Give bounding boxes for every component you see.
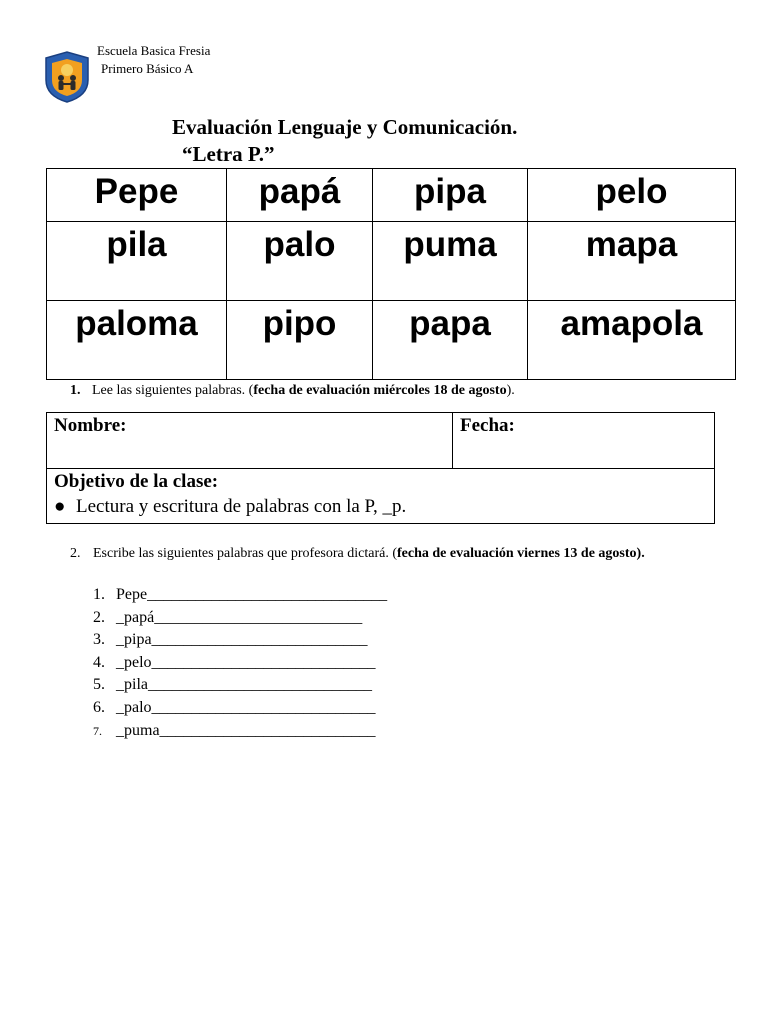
item-number: 6. <box>93 698 105 716</box>
answer-line[interactable]: ____________________________ <box>151 653 376 671</box>
word-cell: papa <box>373 301 528 380</box>
dictation-item[interactable] <box>93 607 387 630</box>
word-cell: papá <box>227 169 373 222</box>
question-date: fecha de evaluación miércoles 18 de agosto <box>253 383 507 398</box>
question-closing: ). <box>636 546 645 561</box>
objective-label: Objetivo de la clase: <box>54 471 219 492</box>
dictation-item[interactable] <box>93 629 387 652</box>
school-name: Escuela Basica Fresia <box>97 43 211 58</box>
page-title: Evaluación Lenguaje y Comunicación. <box>172 115 518 139</box>
dictation-list <box>93 584 387 742</box>
item-word: _puma <box>116 721 160 739</box>
name-field[interactable] <box>47 413 453 469</box>
item-word: Pepe <box>116 586 148 603</box>
student-info-table <box>46 412 715 524</box>
question-number: 2. <box>70 546 81 561</box>
word-cell: pila <box>47 222 227 301</box>
answer-line[interactable]: __________________________ <box>154 608 363 626</box>
dictation-item[interactable] <box>93 652 387 675</box>
word-cell: puma <box>373 222 528 301</box>
item-word: _palo <box>116 698 152 716</box>
item-word: _pila <box>116 676 148 694</box>
item-number: 7. <box>93 723 102 738</box>
question-number: 1. <box>70 383 81 398</box>
item-number: 1. <box>93 586 105 603</box>
date-label: Fecha: <box>460 415 515 436</box>
answer-line[interactable]: ___________________________ <box>151 631 368 649</box>
question-text: Lee las siguientes palabras. ( <box>92 383 254 398</box>
word-row <box>47 301 736 380</box>
word-cell: Pepe <box>47 169 227 222</box>
item-number: 5. <box>93 676 105 694</box>
school-crest-logo <box>44 50 90 104</box>
grade-label: Primero Básico A <box>101 61 194 76</box>
objective-cell <box>47 469 715 524</box>
answer-line[interactable]: ______________________________ <box>147 586 388 603</box>
question-date: fecha de evaluación viernes 13 de agosto <box>397 546 637 561</box>
word-row <box>47 222 736 301</box>
question-text: Escribe las siguientes palabras que profesora dictará. ( <box>93 546 397 561</box>
item-word: _pipa <box>116 631 152 649</box>
item-word: _papá <box>116 608 155 626</box>
word-cell: palo <box>227 222 373 301</box>
page-subtitle: “Letra P.” <box>182 142 275 166</box>
word-row <box>47 169 736 222</box>
item-word: _pelo <box>116 653 152 671</box>
word-cell: mapa <box>528 222 736 301</box>
objective-text: Lectura y escritura de palabras con la P, _p. <box>76 496 407 517</box>
bullet-icon: ● <box>54 496 66 517</box>
item-number: 2. <box>93 608 105 626</box>
answer-line[interactable]: ____________________________ <box>151 698 376 716</box>
dictation-item[interactable] <box>93 720 387 743</box>
name-label: Nombre: <box>54 415 127 436</box>
objective-item <box>54 496 707 518</box>
question-closing: ). <box>506 383 515 398</box>
dictation-item[interactable] <box>93 674 387 697</box>
dictation-item[interactable] <box>93 584 387 607</box>
word-cell: pipo <box>227 301 373 380</box>
question-1 <box>70 383 515 399</box>
word-cell: pipa <box>373 169 528 222</box>
dictation-item[interactable] <box>93 697 387 720</box>
word-table <box>46 168 736 380</box>
word-cell: amapola <box>528 301 736 380</box>
date-field[interactable] <box>453 413 715 469</box>
answer-line[interactable]: ___________________________ <box>159 721 376 739</box>
question-2 <box>70 544 730 564</box>
word-cell: pelo <box>528 169 736 222</box>
answer-line[interactable]: ____________________________ <box>148 676 372 694</box>
item-number: 4. <box>93 653 105 671</box>
item-number: 3. <box>93 631 105 649</box>
word-cell: paloma <box>47 301 227 380</box>
